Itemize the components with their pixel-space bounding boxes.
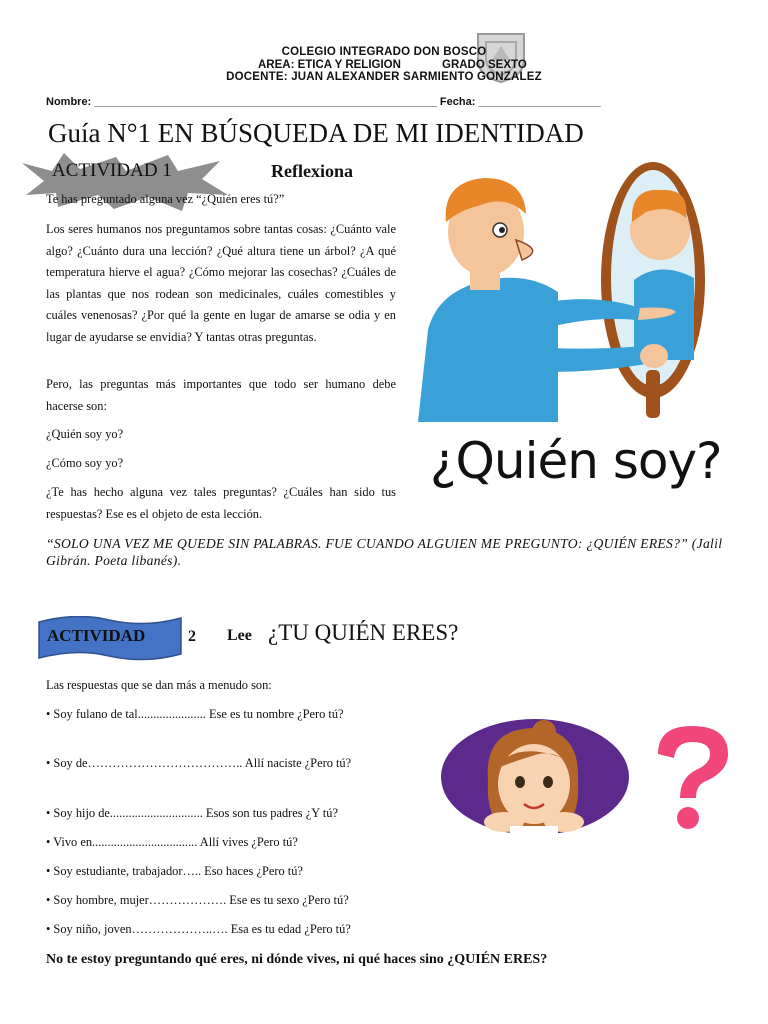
quote-text: “SOLO UNA VEZ ME QUEDE SIN PALABRAS. FUE CUANDO ALGUIEN ME PREGUNTO: ¿QUIÉN ERES?” bbox=[46, 536, 689, 551]
teacher-label: DOCENTE: JUAN ALEXANDER SARMIENTO GONZALEZ bbox=[226, 71, 542, 83]
quote-author: (Jalil Gibrán. Poeta libanés). bbox=[46, 536, 723, 568]
activity1-q2: ¿Cómo soy yo? bbox=[46, 456, 124, 470]
mirror-handle bbox=[646, 370, 660, 418]
activity2-lee: Lee bbox=[227, 627, 252, 644]
activity2-badge: ACTIVIDAD bbox=[47, 626, 146, 645]
final-statement: No te estoy preguntando qué eres, ni dónde vives, ni qué haces sino ¿QUIÉN ERES? bbox=[46, 952, 548, 967]
activity1-p2: Los seres humanos nos preguntamos sobre tantas cosas: ¿Cuánto vale algo? ¿Cuánto dura una lección? ¿Qué altura tiene un árbol? ¿A qué temperatura hierve el agua? ¿Cómo mejorar las cosechas? ¿Cuáles de las plantas que nos rodean son medicinales, cuáles comestibles y cuáles venenosas? ¿Por qué la gente en lugar de amarse se odia y en lugar de ayudarse se envidia? Y tantas otras preguntas. bbox=[46, 222, 396, 344]
answer-item: • Soy estudiante, trabajador….. Eso haces ¿Pero tú? bbox=[46, 864, 303, 878]
school-name: COLEGIO INTEGRADO DON BOSCO bbox=[281, 46, 487, 58]
page-title: Guía N°1 EN BÚSQUEDA DE MI IDENTIDAD bbox=[48, 118, 584, 148]
mirror-illustration bbox=[408, 160, 728, 422]
answer-item: • Soy hijo de.............................. Esos son tus padres ¿Y tú? bbox=[46, 806, 338, 820]
activity2-intro: Las respuestas que se dan más a menudo son: bbox=[46, 678, 272, 692]
answer-item: • Soy de……………………………….. Allí naciste ¿Pero tú? bbox=[46, 756, 352, 770]
boy-shirt bbox=[418, 278, 558, 422]
girl-hair-bun bbox=[532, 720, 556, 744]
activity2-badge-number: 2 bbox=[188, 628, 196, 645]
answer-item: • Soy niño, joven………………..…. Esa es tu edad ¿Pero tú? bbox=[46, 922, 351, 936]
activity1-q1: ¿Quién soy yo? bbox=[46, 427, 124, 441]
answer-item: • Soy fulano de tal...................... Ese es tu nombre ¿Pero tú? bbox=[46, 707, 344, 721]
activity1-p3: Pero, las preguntas más importantes que todo ser humano debe hacerse son: bbox=[46, 377, 396, 413]
grade-label: GRADO SEXTO bbox=[442, 59, 527, 71]
quien-soy-caption: ¿Quién soy? bbox=[430, 432, 722, 490]
girl-face bbox=[498, 744, 570, 824]
activity1-p4: ¿Te has hecho alguna vez tales preguntas? ¿Cuáles han sido tus respuestas? Ese es el objeto de esta lección. bbox=[46, 485, 396, 521]
answer-item: • Vivo en.................................. Allí vives ¿Pero tú? bbox=[46, 835, 298, 849]
boy-hand-holding bbox=[640, 344, 668, 368]
activity2-heading: ¿TU QUIÉN ERES? bbox=[268, 620, 459, 645]
question-mark-icon bbox=[640, 722, 746, 834]
activity1-heading: Reflexiona bbox=[271, 161, 353, 181]
quote bbox=[46, 535, 736, 569]
name-date-line: Nombre: ________________________________________________________ Fecha: ____________________ bbox=[46, 96, 601, 108]
activity1-p1: Te has preguntado alguna vez “¿Quién eres tú?” bbox=[46, 192, 285, 206]
boy-nose bbox=[516, 240, 533, 260]
activity1-badge: ACTIVIDAD 1 bbox=[52, 160, 172, 181]
area-label: AREA: ETICA Y RELIGION bbox=[258, 59, 401, 71]
girl-illustration bbox=[440, 718, 630, 836]
answer-item: • Soy hombre, mujer………………. Ese es tu sexo ¿Pero tú? bbox=[46, 893, 349, 907]
